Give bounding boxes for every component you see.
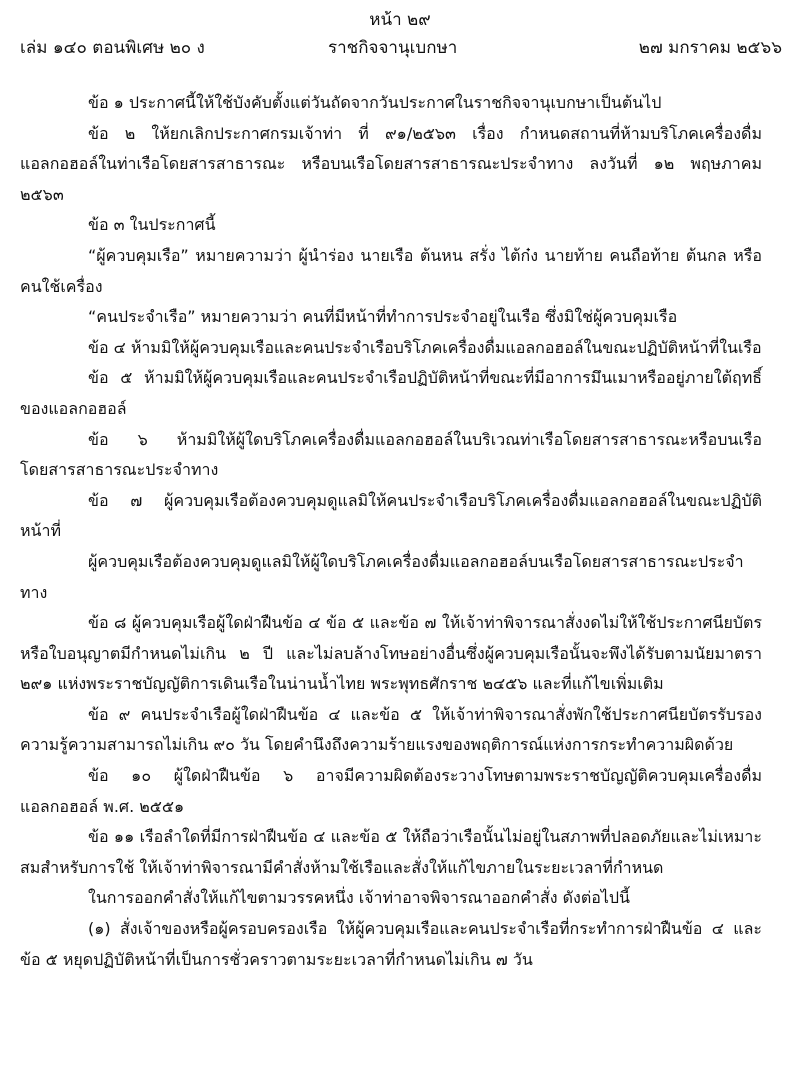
definition-crew: “คนประจำเรือ” หมายความว่า คนที่มีหน้าที่ทำการประจำอยู่ในเรือ ซึ่งมิใช่ผู้ควบคุมเรือ [88, 307, 678, 327]
publication-name: ราชกิจจานุเบกษา [328, 38, 458, 58]
clause-7: ข้อ ๗ ผู้ควบคุมเรือต้องควบคุมดูแลมิให้คนประจำเรือบริโภคเครื่องดื่มแอลกอฮอล์ในขณะปฏิบัติหน้าที่ [20, 490, 762, 541]
volume-issue: เล่ม ๑๔๐ ตอนพิเศษ ๒๐ ง [20, 38, 205, 58]
clause-3: ข้อ ๓ ในประกาศนี้ [88, 215, 216, 235]
clause-8: ข้อ ๘ ผู้ควบคุมเรือผู้ใดฝ่าฝืนข้อ ๔ ข้อ ๕ และข้อ ๗ ให้เจ้าท่าพิจารณาสั่งงดไม่ให้ใช้ประกาศนียบัตรหรือใบอนุญาตมีกำหนดไม่เกิน ๒ ปี และไม่ลบล้างโทษอย่างอื่นซึ่งผู้ควบคุมเรือนั้นจะพึงได้รับตามนัยมาตรา ๒๙๑ แห่งพระราชบัญญัติการเดินเรือในน่านน้ำไทย พระพุทธศักราช ๒๔๕๖ และที่แก้ไขเพิ่มเติม [20, 613, 762, 694]
clause-5: ข้อ ๕ ห้ามมิให้ผู้ควบคุมเรือและคนประจำเรือปฏิบัติหน้าที่ขณะที่มีอาการมึนเมาหรืออยู่ภายใต้ฤทธิ์ของแอลกอฮอล์ [20, 368, 762, 418]
clause-2: ข้อ ๒ ให้ยกเลิกประกาศกรมเจ้าท่า ที่ ๙๑/๒๕๖๓ เรื่อง กำหนดสถานที่ห้ามบริโภคเครื่องดื่มแอลกอฮอล์ในท่าเรือโดยสารสาธารณะ หรือบนเรือโดยสารสาธารณะประจำทาง ลงวันที่ ๑๒ พฤษภาคม ๒๕๖๓ [20, 123, 762, 204]
clause-6: ข้อ ๖ ห้ามมิให้ผู้ใดบริโภคเครื่องดื่มแอลกอฮอล์ในบริเวณท่าเรือโดยสารสาธารณะหรือบนเรือโดยสารสาธารณะประจำทาง [20, 429, 762, 480]
publication-date: ๒๗ มกราคม ๒๕๖๖ [638, 38, 782, 58]
gazette-header [20, 34, 782, 60]
clause-11-paragraph-2: ในการออกคำสั่งให้แก้ไขตามวรรคหนึ่ง เจ้าท่าอาจพิจารณาออกคำสั่ง ดังต่อไปนี้ [88, 888, 630, 908]
clause-4: ข้อ ๔ ห้ามมิให้ผู้ควบคุมเรือและคนประจำเรือบริโภคเครื่องดื่มแอลกอฮอล์ในขณะปฏิบัติหน้าที่ในเรือ [88, 337, 762, 357]
clause-1: ข้อ ๑ ประกาศนี้ให้ใช้บังคับตั้งแต่วันถัดจากวันประกาศในราชกิจจานุเบกษาเป็นต้นไป [88, 93, 662, 112]
announcement-body [20, 88, 762, 975]
clause-11: ข้อ ๑๑ เรือลำใดที่มีการฝ่าฝืนข้อ ๔ และข้อ ๕ ให้ถือว่าเรือนั้นไม่อยู่ในสภาพที่ปลอดภัยและไม่เหมาะสมสำหรับการใช้ ให้เจ้าท่าพิจารณามีคำสั่งห้ามใช้เรือและสั่งให้แก้ไขภายในระยะเวลาที่กำหนด [20, 827, 762, 877]
clause-10: ข้อ ๑๐ ผู้ใดฝ่าฝืนข้อ ๖ อาจมีความผิดต้องระวางโทษตามพระราชบัญญัติควบคุมเครื่องดื่มแอลกอฮอล์ พ.ศ. ๒๕๕๑ [20, 766, 762, 816]
clause-7-paragraph-2: ผู้ควบคุมเรือต้องควบคุมดูแลมิให้ผู้ใดบริโภคเครื่องดื่มแอลกอฮอล์บนเรือโดยสารสาธารณะประจำทาง [20, 551, 744, 602]
page-number: หน้า ๒๙ [369, 10, 431, 30]
clause-11-item-1: (๑) สั่งเจ้าของหรือผู้ครอบครองเรือ ให้ผู้ควบคุมเรือและคนประจำเรือที่กระทำการฝ่าฝืนข้อ ๔ และข้อ ๕ หยุดปฏิบัติหน้าที่เป็นการชั่วคราวตามระยะเวลาที่กำหนดไม่เกิน ๗ วัน [20, 919, 762, 969]
definition-vessel-controller: “ผู้ควบคุมเรือ” หมายความว่า ผู้นำร่อง นายเรือ ต้นหน สรั่ง ไต้ก๋ง นายท้าย คนถือท้าย ต้นกล หรือคนใช้เครื่อง [20, 245, 762, 296]
clause-9: ข้อ ๙ คนประจำเรือผู้ใดฝ่าฝืนข้อ ๔ และข้อ ๕ ให้เจ้าท่าพิจารณาสั่งพักใช้ประกาศนียบัตรรับรองความรู้ความสามารถไม่เกิน ๙๐ วัน โดยคำนึงถึงความร้ายแรงของพฤติการณ์แห่งการกระทำความผิดด้วย [20, 704, 762, 755]
